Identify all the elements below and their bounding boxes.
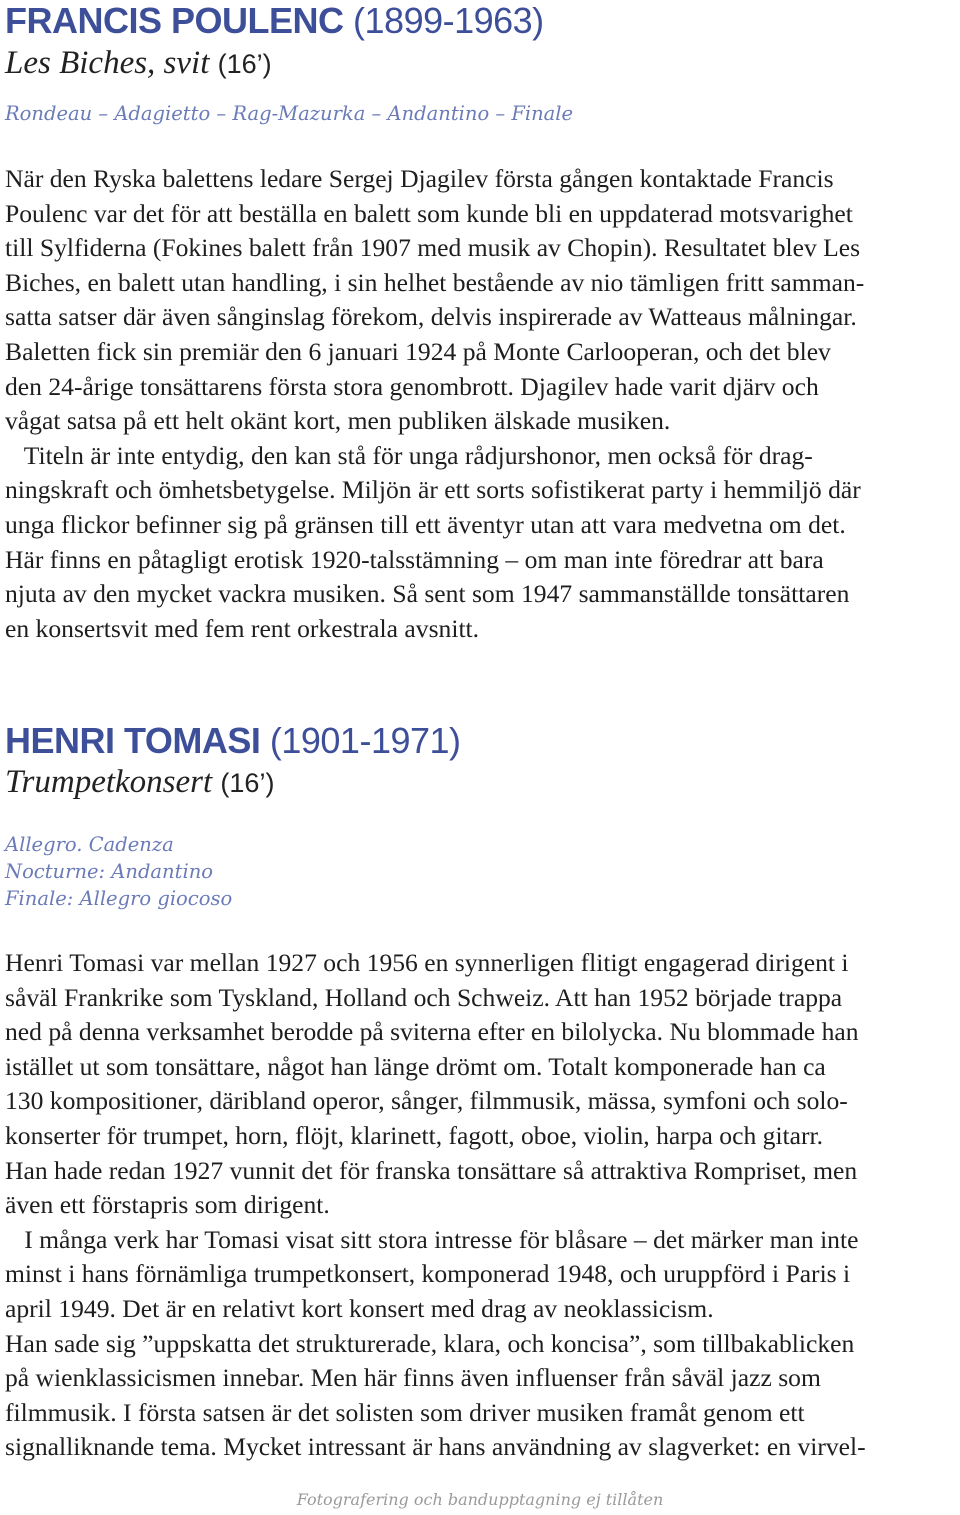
composer-years: (1899-1963) xyxy=(353,0,544,41)
text-line: 130 kompositioner, däribland operor, sånger, filmmusik, mässa, symfoni och solo- xyxy=(5,1086,848,1116)
text-line: april 1949. Det är en relativt kort konsert med drag av neoklassicism. xyxy=(5,1293,714,1323)
text-line: Han sade sig ”uppskatta det strukturerade, klara, och koncisa”, som tillbakablicken xyxy=(5,1328,855,1358)
text-line: Biches, en balett utan handling, i sin helhet bestående av nio tämligen fritt samman- xyxy=(5,267,865,297)
text-line: satta satser där även sånginslag förekom, delvis inspirerade av Watteaus målningar. xyxy=(5,302,857,332)
text-line: ned på denna verksamhet berodde på sviterna efter en bilolycka. Nu blommade han xyxy=(5,1017,859,1047)
text-line: ningskraft och ömhetsbetygelse. Miljön är ett sorts sofistikerat party i hemmiljö där xyxy=(5,475,861,505)
text-line: Poulenc var det för att beställa en balett som kunde bli en uppdaterad motsvarighet xyxy=(5,198,853,228)
composer-heading-tomasi xyxy=(5,720,461,762)
text-line: När den Ryska balettens ledare Sergej Djagilev första gången kontaktade Francis xyxy=(5,164,834,193)
movement-item: Rondeau – Adagietto – Rag-Mazurka – Andantino – Finale xyxy=(5,102,574,125)
text-line: till Sylfiderna (Fokines balett från 1907 med musik av Chopin). Resultatet blev Les xyxy=(5,233,861,263)
composer-name: FRANCIS POULENC xyxy=(5,0,344,41)
text-line: minst i hans förnämliga trumpetkonsert, komponerad 1948, och uruppförd i Paris i xyxy=(5,1259,851,1289)
page-footer: Fotografering och bandupptagning ej tillåten xyxy=(296,1490,664,1509)
text-line: istället ut som tonsättare, något han länge drömt om. Totalt komponerade han ca xyxy=(5,1051,826,1081)
movement-item: Allegro. Cadenza xyxy=(5,833,174,856)
work-title-line xyxy=(5,762,274,803)
text-line: filmmusik. I första satsen är det solisten som driver musiken framåt genom ett xyxy=(5,1397,805,1427)
composer-heading-poulenc xyxy=(5,0,544,42)
text-line: Här finns en påtagligt erotisk 1920-talsstämning – om man inte föredrar att bara xyxy=(5,544,824,574)
movement-item: Finale: Allegro giocoso xyxy=(5,887,233,910)
text-line: den 24-årige tonsättarens första stora genombrott. Djagilev hade varit djärv och xyxy=(5,371,819,401)
movement-item: Nocturne: Andantino xyxy=(5,860,213,883)
essay-text-poulenc xyxy=(5,162,960,646)
work-title: Les Biches, svit xyxy=(5,45,210,81)
work-duration: (16’) xyxy=(220,768,275,798)
text-line: Han hade redan 1927 vunnit det för franska tonsättare så attraktiva Rompriset, men xyxy=(5,1155,858,1185)
text-line: signalliknande tema. Mycket intressant är hans användning av slagverket: en virvel- xyxy=(5,1432,866,1462)
text-line: Titeln är inte entydig, den kan stå för unga rådjurshonor, men också för drag- xyxy=(5,440,813,470)
text-line: unga flickor befinner sig på gränsen till ett äventyr utan att vara medvetna om det. xyxy=(5,509,846,539)
essay-text-tomasi xyxy=(5,946,960,1465)
text-line: konserter för trumpet, horn, flöjt, klarinett, fagott, oboe, violin, harpa och gitarr. xyxy=(5,1120,824,1150)
composer-years: (1901-1971) xyxy=(269,720,461,761)
text-line: Baletten fick sin premiär den 6 januari 1924 på Monte Carlooperan, och det blev xyxy=(5,336,831,366)
movement-list xyxy=(5,831,232,912)
text-line: I många verk har Tomasi visat sitt stora intresse för blåsare – det märker man inte xyxy=(5,1224,859,1254)
composer-name: HENRI TOMASI xyxy=(5,720,261,761)
text-line: på wienklassicismen innebar. Men här finns även influenser från såväl jazz som xyxy=(5,1363,821,1393)
text-line: även ett förstapris som dirigent. xyxy=(5,1190,330,1220)
movement-list xyxy=(5,100,573,127)
text-line: njuta av den mycket vackra musiken. Så sent som 1947 sammanställde tonsättaren xyxy=(5,579,850,609)
work-duration: (16’) xyxy=(217,49,272,79)
text-line: såväl Frankrike som Tyskland, Holland och Schweiz. Att han 1952 började trappa xyxy=(5,982,843,1012)
text-line: Henri Tomasi var mellan 1927 och 1956 en synnerligen flitigt engagerad dirigent i xyxy=(5,948,849,977)
text-line: en konsertsvit med fem rent orkestrala avsnitt. xyxy=(5,613,480,643)
work-title: Trumpetkonsert xyxy=(5,764,213,800)
text-line: vågat satsa på ett helt okänt kort, men publiken älskade musiken. xyxy=(5,406,671,436)
work-title-line xyxy=(5,43,272,84)
